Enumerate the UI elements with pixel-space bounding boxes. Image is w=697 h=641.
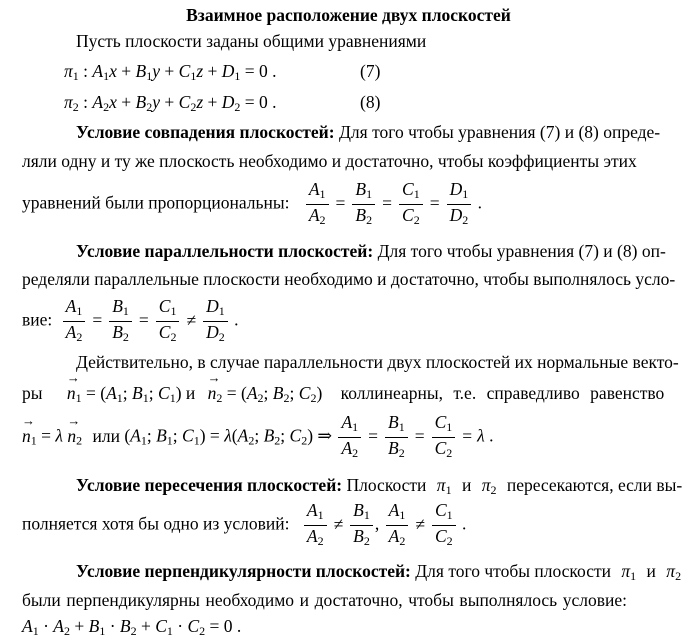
equation-8-number: (8): [360, 92, 381, 112]
parallel-line-1: Условие параллельности плоскостей: Для того чтобы уравнения (7) и (8) оп-: [76, 241, 666, 261]
equation-8: π2 : A2x + B2y + C2z + D2 = 0 .: [64, 92, 277, 114]
coincidence-line-3: уравнений были пропорциональны: $\frac{A1}{A2}$ = $\frac{B1}{B2}$ = $\frac{C1}{C2}$ = $\frac{D1}{D2}$ .: [22, 179, 482, 227]
equation-7-number: (7): [360, 61, 381, 81]
intersection-line-2: полняется хотя бы одно из условий: $\frac{A1}{A2}$ ≠ $\frac{B1}{B2}$ , $\frac{A1}{A2}$ ≠ $\frac{C1}{C2}$ .: [22, 500, 467, 548]
perpendicular-condition: A1 · A2 + B1 · B2 + C1 · C2 = 0 .: [22, 616, 242, 638]
perpendicular-line-1: Условие перпендикулярности плоскостей: Для того чтобы плоскости π1 и π2: [76, 561, 682, 583]
coincidence-line-2: ляли одну и ту же плоскость необходимо и достаточно, чтобы коэффициенты этих: [22, 151, 637, 171]
indeed-line-3: → n1 = λ → n2 или (A1; B1; C1) = λ(A2; B2; C2) ⇒ $\frac{A1}{A2}$ = $\frac{B1}{B2}$ = $\frac{C1}{C2}$ = λ .: [22, 412, 494, 464]
parallel-line-2: ределяли параллельные плоскости необходимо и достаточно, чтобы выполнялось усло-: [22, 269, 676, 289]
parallel-line-3: вие: $\frac{A1}{A2}$ = $\frac{B1}{B2}$ = $\frac{C1}{C2}$ ≠ $\frac{D1}{D2}$ .: [22, 296, 239, 344]
intersection-line-1: Условие пересечения плоскостей: Плоскости π1 и π2 пересекаются, если вы-: [76, 475, 683, 497]
perpendicular-line-2: были перпендикулярны необходимо и достаточно, чтобы выполнялось условие:: [22, 590, 627, 610]
coincidence-line-1: Условие совпадения плоскостей: Для того чтобы уравнения (7) и (8) опреде-: [76, 122, 661, 142]
equation-7: π1 : A1x + B1y + C1z + D1 = 0 .: [64, 61, 277, 83]
section-title: Взаимное расположение двух плоскостей: [186, 5, 511, 25]
intro-text: Пусть плоскости заданы общими уравнениями: [76, 31, 427, 51]
indeed-line-2: ры → n1 = (A1; B1; C1) и → n2 = (A2; B2; C2) коллинеарны, т.е. справедливо равенство: [22, 383, 664, 408]
indeed-line-1: Действительно, в случае параллельности двух плоскостей их нормальные векто-: [76, 352, 679, 372]
